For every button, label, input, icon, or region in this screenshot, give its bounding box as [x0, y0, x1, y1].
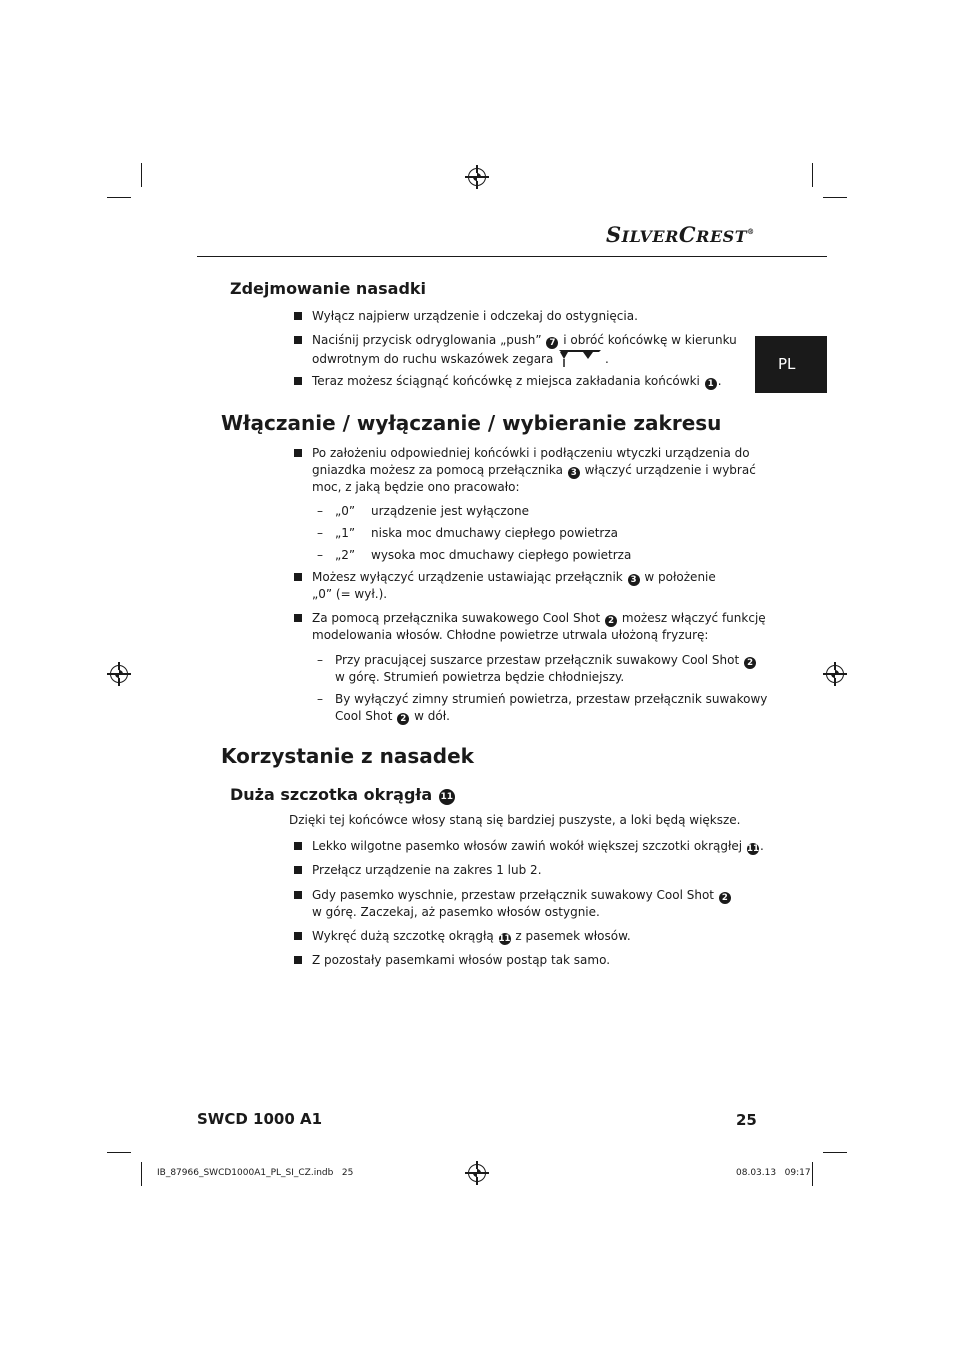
bullet-icon	[294, 449, 302, 457]
part-number-badge: 7	[546, 337, 558, 349]
list-item: Z pozostały pasemkami włosów postąp tak samo.	[312, 953, 611, 967]
list-item: w górę. Strumień powietrza będzie chłodniejszy.	[335, 670, 625, 684]
bullet-icon	[294, 866, 302, 874]
option-value: wysoka moc dmuchawy ciepłego powietrza	[371, 548, 632, 562]
registration-mark-icon	[826, 665, 844, 683]
part-number-badge: 2	[397, 713, 409, 725]
dash-marker: –	[317, 526, 323, 540]
list-item: Naciśnij przycisk odryglowania „push” 7 i obróć końcówkę w kierunku	[312, 333, 737, 348]
part-number-badge: 11	[498, 934, 511, 944]
section-heading: Zdejmowanie nasadki	[230, 279, 427, 298]
part-number-badge: 3	[628, 574, 640, 586]
part-number-badge: 11	[439, 789, 455, 805]
crop-mark	[812, 1162, 813, 1186]
header-rule	[197, 256, 827, 257]
dash-marker: –	[317, 692, 323, 706]
registration-mark-icon	[110, 665, 128, 683]
list-item: w górę. Zaczekaj, aż pasemko włosów ostygnie.	[312, 905, 600, 919]
option-key: „0”	[335, 504, 356, 518]
file-info: IB_87966_SWCD1000A1_PL_SI_CZ.indb 25	[157, 1168, 354, 1178]
dash-marker: –	[317, 653, 323, 667]
section-heading: Włączanie / wyłączanie / wybieranie zakresu	[221, 411, 722, 435]
model-number: SWCD 1000 A1	[197, 1110, 323, 1128]
dash-marker: –	[317, 504, 323, 518]
list-item: Teraz możesz ściągnąć końcówkę z miejsca zakładania końcówki 1 .	[312, 374, 722, 389]
bullet-icon	[294, 312, 302, 320]
print-date: 08.03.13 09:17	[736, 1168, 811, 1178]
list-item: Wyłącz najpierw urządzenie i odczekaj do ostygnięcia.	[312, 309, 638, 323]
section-heading: Korzystanie z nasadek	[221, 744, 474, 768]
dash-marker: –	[317, 548, 323, 562]
subsection-heading: Duża szczotka okrągła 11	[230, 785, 453, 804]
list-item: moc, z jaką będzie ono pracowało:	[312, 480, 520, 494]
list-item: Po założeniu odpowiedniej końcówki i podłączeniu wtyczki urządzenia do	[312, 446, 750, 460]
option-value: urządzenie jest wyłączone	[371, 504, 530, 518]
registration-mark-icon	[468, 168, 486, 186]
crop-mark	[823, 197, 847, 198]
list-item: Wykręć dużą szczotkę okrągłą 11 z pasemek włosów.	[312, 929, 631, 944]
list-item: Przy pracującej suszarce przestaw przełącznik suwakowy Cool Shot 2	[335, 652, 757, 669]
crop-mark	[812, 163, 813, 187]
option-value: niska moc dmuchawy ciepłego powietrza	[371, 526, 619, 540]
silvercrest-logo: SILVERCREST®	[606, 222, 755, 247]
bullet-icon	[294, 891, 302, 899]
bullet-icon	[294, 842, 302, 850]
crop-mark	[823, 1152, 847, 1153]
list-item: gniazdka możesz za pomocą przełącznika 3 włączyć urządzenie i wybrać	[312, 463, 756, 478]
bullet-icon	[294, 573, 302, 581]
list-item: Gdy pasemko wyschnie, przestaw przełącznik suwakowy Cool Shot 2	[312, 887, 732, 904]
list-item: Możesz wyłączyć urządzenie ustawiając przełącznik 3 w położenie	[312, 570, 716, 585]
bullet-icon	[294, 932, 302, 940]
bullet-icon	[294, 614, 302, 622]
part-number-badge: 2	[719, 892, 731, 904]
list-item: Za pomocą przełącznika suwakowego Cool Shot 2 możesz włączyć funkcję	[312, 611, 766, 626]
part-number-badge: 3	[568, 467, 580, 479]
list-item: „0” (= wył.).	[312, 587, 388, 601]
list-item: Przełącz urządzenie na zakres 1 lub 2.	[312, 863, 542, 877]
option-key: „1”	[335, 526, 356, 540]
list-item: modelowania włosów. Chłodne powietrze utrwala ułożoną fryzurę:	[312, 628, 709, 642]
crop-mark	[141, 1162, 142, 1186]
crop-mark	[107, 197, 131, 198]
bullet-icon	[294, 377, 302, 385]
bullet-icon	[294, 956, 302, 964]
part-number-badge: 2	[744, 657, 756, 669]
page-number: 25	[736, 1111, 757, 1129]
crop-mark	[107, 1152, 131, 1153]
registration-mark-icon	[468, 1164, 486, 1182]
bullet-icon	[294, 336, 302, 344]
option-key: „2”	[335, 548, 356, 562]
counterclockwise-arrow-icon	[557, 349, 601, 367]
part-number-badge: 1	[705, 378, 717, 390]
part-number-badge: 2	[605, 615, 617, 627]
list-item: odwrotnym do ruchu wskazówek zegara .	[312, 349, 609, 368]
part-number-badge: 11	[747, 844, 759, 854]
language-tab: PL	[755, 336, 827, 393]
list-item: Lekko wilgotne pasemko włosów zawiń wokół większej szczotki okrągłej 11.	[312, 839, 764, 854]
list-item: By wyłączyć zimny strumień powietrza, przestaw przełącznik suwakowy	[335, 692, 768, 706]
crop-mark	[141, 163, 142, 187]
list-item: Cool Shot 2 w dół.	[335, 709, 450, 724]
intro-paragraph: Dzięki tej końcówce włosy staną się bardziej puszyste, a loki będą większe.	[289, 813, 741, 827]
